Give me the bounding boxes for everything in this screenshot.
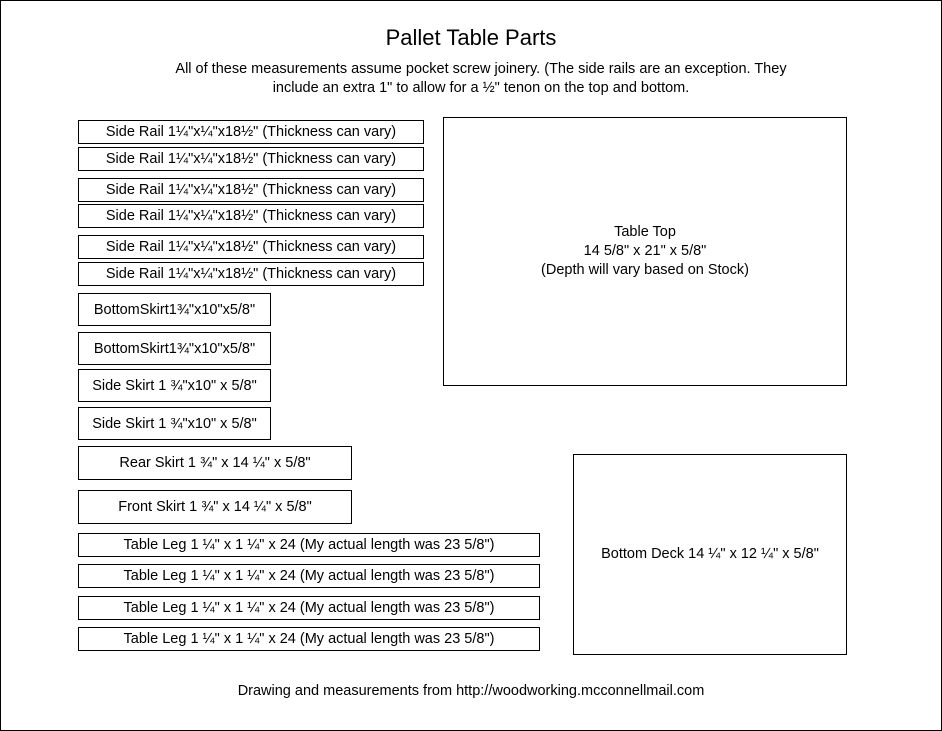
table-top-name: Table Top [614,224,676,240]
part-table-leg-2: Table Leg 1 ¼" x 1 ¼" x 24 (My actual length was 23 5/8") [78,564,540,588]
part-side-skirt-1: Side Skirt 1 ¾"x10" x 5/8" [78,369,271,402]
subtitle-line-1: All of these measurements assume pocket screw joinery. (The side rails are an exception. They [175,61,787,77]
part-bottom-skirt-2: BottomSkirt1¾"x10"x5/8" [78,332,271,365]
part-rear-skirt: Rear Skirt 1 ¾" x 14 ¼" x 5/8" [78,446,352,480]
table-top-dimensions: 14 5/8" x 21" x 5/8" [583,243,707,259]
part-side-rail-2: Side Rail 1¼"x¼"x18½" (Thickness can vary) [78,147,424,171]
part-side-rail-6: Side Rail 1¼"x¼"x18½" (Thickness can vary) [78,262,424,286]
part-table-top [443,117,847,386]
page-title: Pallet Table Parts [385,25,557,50]
source-footer: Drawing and measurements from http://woodworking.mcconnellmail.com [237,683,705,699]
part-side-rail-4: Side Rail 1¼"x¼"x18½" (Thickness can vary) [78,204,424,228]
part-front-skirt: Front Skirt 1 ¾" x 14 ¼" x 5/8" [78,490,352,524]
part-table-leg-4: Table Leg 1 ¼" x 1 ¼" x 24 (My actual length was 23 5/8") [78,627,540,651]
part-side-rail-1: Side Rail 1¼"x¼"x18½" (Thickness can vary) [78,120,424,144]
part-table-leg-1: Table Leg 1 ¼" x 1 ¼" x 24 (My actual length was 23 5/8") [78,533,540,557]
subtitle-line-2: include an extra 1" to allow for a ½" tenon on the top and bottom. [272,80,690,96]
part-side-skirt-2: Side Skirt 1 ¾"x10" x 5/8" [78,407,271,440]
part-bottom-deck [573,454,847,655]
table-top-note: (Depth will vary based on Stock) [541,262,749,278]
page-subtitle [121,60,841,98]
part-bottom-skirt-1: BottomSkirt1¾"x10"x5/8" [78,293,271,326]
part-side-rail-3: Side Rail 1¼"x¼"x18½" (Thickness can vary) [78,178,424,202]
part-side-rail-5: Side Rail 1¼"x¼"x18½" (Thickness can vary) [78,235,424,259]
part-table-leg-3: Table Leg 1 ¼" x 1 ¼" x 24 (My actual length was 23 5/8") [78,596,540,620]
bottom-deck-label: Bottom Deck 14 ¼" x 12 ¼" x 5/8" [601,546,819,562]
